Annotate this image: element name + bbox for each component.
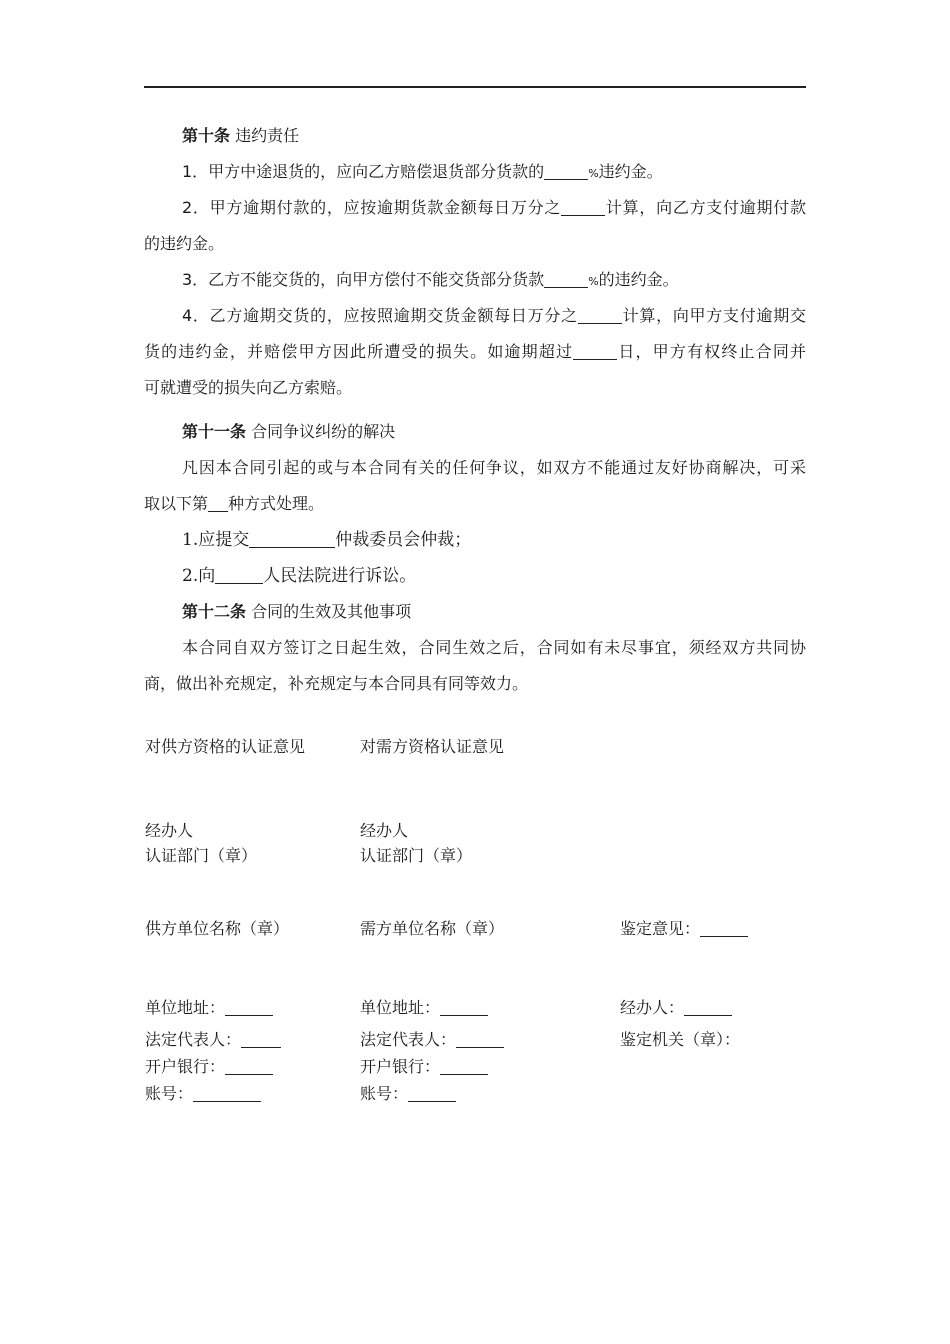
supplier-cert-opinion: 对供方资格的认证意见: [145, 737, 306, 756]
buyer-bank: 开户银行：: [360, 1056, 488, 1078]
article10-item3: 3．乙方不能交货的，向甲方偿付不能交货部分货款 %的违约金。: [182, 270, 679, 289]
court-blank[interactable]: [215, 565, 263, 584]
article12-heading: [182, 594, 411, 630]
appraisal-org: 鉴定机关（章）：: [620, 1030, 741, 1049]
article11-para-line2: 取以下第 种方式处理。: [144, 494, 325, 513]
appraisal-handler: 经办人：: [620, 997, 732, 1019]
article10-item2: 2．甲方逾期付款的，应按逾期货款金额每日万分之 计算，向乙方支付逾期付款: [182, 198, 806, 217]
article11-option2: 2.向 人民法院进行诉讼。: [182, 566, 417, 586]
penalty-percent-blank[interactable]: [544, 161, 588, 180]
appraisal-opinion: 鉴定意见：: [620, 918, 748, 940]
overdue-days-blank[interactable]: [573, 341, 617, 360]
arbitration-committee-blank[interactable]: [249, 529, 335, 548]
supplier-handler: 经办人: [145, 821, 194, 840]
article12-number: 第十二条: [182, 602, 247, 621]
buyer-legal-rep-blank[interactable]: [456, 1029, 504, 1048]
article10-title: 违约责任: [235, 126, 300, 145]
late-payment-rate-blank[interactable]: [561, 197, 605, 216]
article10-item2-cont: 的违约金。: [144, 234, 225, 253]
supplier-name: 供方单位名称（章）: [145, 919, 290, 938]
article10-heading: [182, 118, 299, 154]
buyer-cert-dept: 认证部门（章）: [360, 846, 473, 865]
article11-title: 合同争议纠纷的解决: [251, 422, 396, 441]
article12-line2: 商，做出补充规定，补充规定与本合同具有同等效力。: [144, 674, 529, 693]
article11-para-line1: 凡因本合同引起的或与本合同有关的任何争议，如双方不能通过友好协商解决，可采: [182, 458, 806, 477]
buyer-account-blank[interactable]: [408, 1083, 456, 1102]
header-rule: [144, 86, 806, 88]
late-delivery-rate-blank[interactable]: [578, 305, 622, 324]
article10-number: 第十条: [182, 126, 231, 145]
article12-title: 合同的生效及其他事项: [251, 602, 412, 621]
article10-item4: 4．乙方逾期交货的，应按照逾期交货金额每日万分之 计算，向甲方支付逾期交: [182, 306, 806, 325]
supplier-address-blank[interactable]: [225, 997, 273, 1016]
supplier-account: 账号：: [145, 1083, 261, 1105]
article10-item4-cont1: 货的违约金，并赔偿甲方因此所遭受的损失。如逾期超过 日，甲方有权终止合同并: [144, 342, 806, 361]
resolution-method-blank[interactable]: [208, 493, 228, 512]
supplier-cert-dept: 认证部门（章）: [145, 846, 258, 865]
buyer-bank-blank[interactable]: [440, 1056, 488, 1075]
non-delivery-percent-blank[interactable]: [544, 269, 588, 288]
article12-line1: 本合同自双方签订之日起生效，合同生效之后，合同如有未尽事宜，须经双方共同协: [182, 638, 806, 657]
buyer-account: 账号：: [360, 1083, 456, 1105]
buyer-name: 需方单位名称（章）: [360, 919, 505, 938]
article10-item4-cont2: 可就遭受的损失向乙方索赔。: [144, 378, 353, 397]
buyer-handler: 经办人: [360, 821, 409, 840]
article10-item1: 1．甲方中途退货的，应向乙方赔偿退货部分货款的 %违约金。: [182, 162, 663, 181]
buyer-legal-rep: 法定代表人：: [360, 1029, 504, 1051]
buyer-address-blank[interactable]: [440, 997, 488, 1016]
article11-number: 第十一条: [182, 422, 247, 441]
supplier-address: 单位地址：: [145, 997, 273, 1019]
article11-option1: 1.应提交 仲裁委员会仲裁；: [182, 530, 472, 550]
supplier-legal-rep-blank[interactable]: [241, 1029, 281, 1048]
appraisal-opinion-blank[interactable]: [700, 918, 748, 937]
buyer-address: 单位地址：: [360, 997, 488, 1019]
supplier-bank: 开户银行：: [145, 1056, 273, 1078]
supplier-legal-rep: 法定代表人：: [145, 1029, 281, 1051]
appraisal-handler-blank[interactable]: [684, 997, 732, 1016]
supplier-account-blank[interactable]: [193, 1083, 261, 1102]
supplier-bank-blank[interactable]: [225, 1056, 273, 1075]
article11-heading: [182, 414, 395, 450]
buyer-cert-opinion: 对需方资格认证意见: [360, 737, 505, 756]
